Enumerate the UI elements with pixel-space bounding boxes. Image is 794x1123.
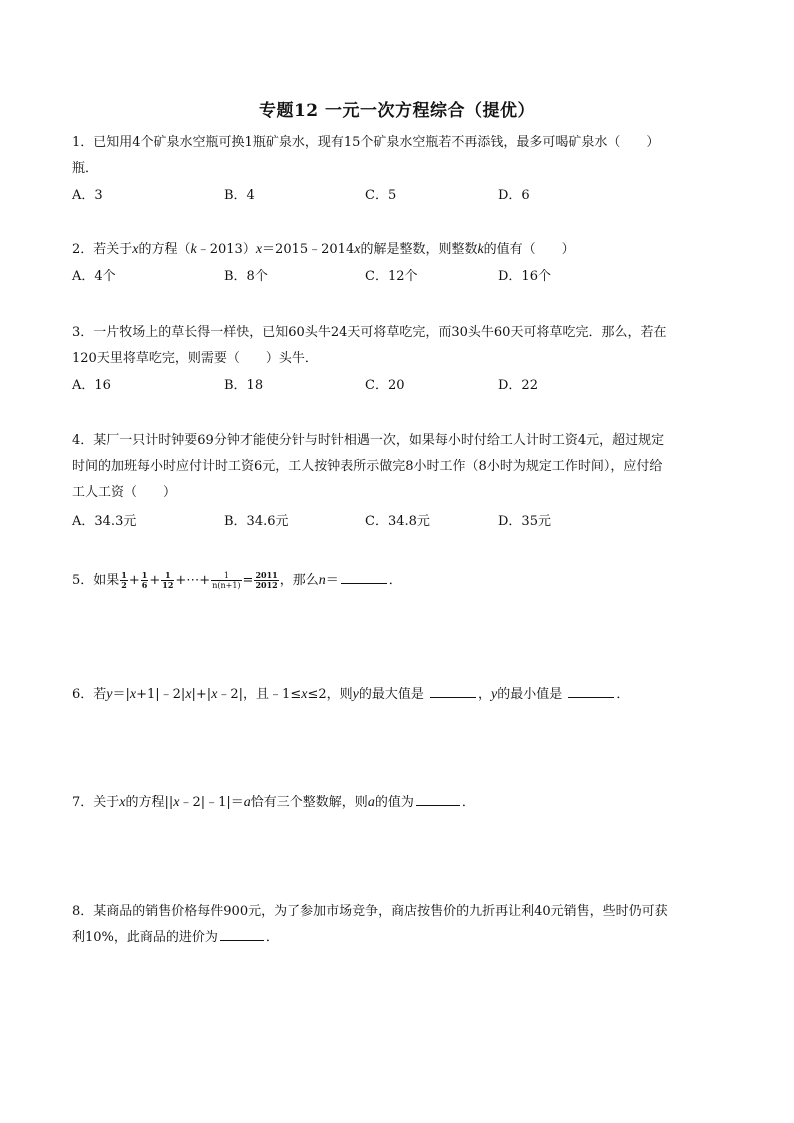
text: 恰有三个整数解，则 bbox=[250, 795, 368, 810]
option-d: D．35元 bbox=[498, 514, 551, 529]
question-4-options bbox=[72, 509, 722, 535]
question-4-line-2: 时间的加班每小时应付计时工资6元，工人按钟表所示做完8小时工作（8小时为规定工作时间），应付给 bbox=[72, 459, 663, 474]
text: 的值为 bbox=[374, 795, 414, 810]
variable-n: n bbox=[318, 573, 326, 588]
plus-sign: + bbox=[128, 573, 140, 588]
text: ＝| bbox=[112, 687, 130, 702]
text: 的值有（ ） bbox=[483, 242, 575, 257]
option-a: A．4个 bbox=[72, 269, 116, 284]
text: ≤2，则 bbox=[307, 687, 353, 702]
question-8 bbox=[72, 899, 722, 951]
question-8-line-2 bbox=[72, 925, 722, 951]
question-5 bbox=[72, 568, 722, 594]
variable-x: x bbox=[119, 795, 126, 810]
fraction bbox=[211, 571, 241, 590]
question-1-line-2: 瓶． bbox=[72, 161, 99, 176]
question-6 bbox=[72, 682, 722, 708]
variable-x: x bbox=[185, 687, 192, 702]
variable-k: k bbox=[190, 242, 197, 257]
text: +1|﹣2| bbox=[136, 687, 186, 702]
text: 的解是整数，则整数 bbox=[360, 242, 478, 257]
variable-x: x bbox=[173, 795, 180, 810]
ellipsis: +⋯+ bbox=[175, 573, 211, 588]
option-c: C．20 bbox=[365, 378, 405, 393]
variable-x: x bbox=[132, 242, 139, 257]
question-5-line-1 bbox=[72, 568, 722, 594]
option-a: A．16 bbox=[72, 378, 111, 393]
equals-sign: ＝ bbox=[325, 573, 339, 588]
fraction-numerator: 1 bbox=[141, 570, 148, 580]
question-3-line-1: 3．一片牧场上的草长得一样快，已知60头牛24天可将草吃完，而30头牛60天可将草吃完．那么，若在 bbox=[72, 325, 667, 340]
text: 利10%，此商品的进价为 bbox=[72, 930, 218, 945]
answer-blank[interactable] bbox=[220, 928, 264, 941]
variable-y: y bbox=[106, 687, 113, 702]
fraction-numerator: 1 bbox=[121, 570, 127, 580]
variable-x: x bbox=[211, 687, 218, 702]
question-7-line-1 bbox=[72, 790, 722, 816]
text: ＝2015﹣2014 bbox=[262, 242, 355, 257]
text: ． bbox=[461, 795, 475, 810]
option-b: B．4 bbox=[224, 188, 255, 203]
text: ﹣2|﹣1|＝ bbox=[179, 795, 244, 810]
text: 的最大值是 bbox=[358, 687, 424, 702]
question-3 bbox=[72, 320, 722, 372]
text: ． bbox=[616, 687, 630, 702]
option-b: B．18 bbox=[224, 378, 264, 393]
plus-sign: + bbox=[149, 573, 161, 588]
answer-blank-min[interactable] bbox=[568, 685, 614, 698]
question-2-options bbox=[72, 264, 722, 290]
question-1 bbox=[72, 130, 722, 182]
question-4 bbox=[72, 428, 722, 506]
text: ﹣2013） bbox=[196, 242, 256, 257]
variable-x: x bbox=[301, 687, 308, 702]
text: 2．若关于 bbox=[72, 242, 133, 257]
text: |+| bbox=[191, 687, 212, 702]
variable-y: y bbox=[352, 687, 359, 702]
fraction-denominator: 6 bbox=[141, 580, 148, 590]
option-d: D．16个 bbox=[498, 269, 551, 284]
question-4-line-1: 4．某厂一只计时钟要69分钟才能使分针与时针相遇一次，如果每小时付给工人计时工资4元，超过规定 bbox=[72, 433, 665, 448]
question-7 bbox=[72, 790, 722, 816]
text: 的方程（ bbox=[138, 242, 191, 257]
option-a: A．34.3元 bbox=[72, 514, 137, 529]
option-c: C．12个 bbox=[365, 269, 418, 284]
variable-y: y bbox=[491, 687, 498, 702]
text: 5．如果 bbox=[72, 573, 120, 588]
option-d: D．6 bbox=[498, 188, 530, 203]
answer-blank[interactable] bbox=[341, 571, 387, 584]
option-a: A．3 bbox=[72, 188, 103, 203]
fraction bbox=[120, 571, 128, 590]
text: 的最小值是 bbox=[497, 687, 563, 702]
variable-a: a bbox=[367, 795, 375, 810]
text: 的方程|| bbox=[125, 795, 174, 810]
question-1-line-1: 1．已知用4个矿泉水空瓶可换1瓶矿泉水，现有15个矿泉水空瓶若不再添钱，最多可喝矿泉水（ ） bbox=[72, 135, 660, 150]
text: ﹣2|，且﹣1≤ bbox=[217, 687, 302, 702]
text: 6．若 bbox=[72, 687, 107, 702]
option-d: D．22 bbox=[498, 378, 538, 393]
question-1-options bbox=[72, 183, 722, 209]
variable-a: a bbox=[243, 795, 251, 810]
fraction-numerator: 1 bbox=[161, 571, 174, 581]
fraction-numerator: 2011 bbox=[255, 570, 278, 580]
option-b: B．8个 bbox=[224, 269, 268, 284]
fraction bbox=[254, 571, 278, 590]
option-b: B．34.6元 bbox=[224, 514, 289, 529]
text: ． bbox=[388, 573, 402, 588]
question-2 bbox=[72, 237, 722, 263]
text: 7．关于 bbox=[72, 795, 120, 810]
question-4-line-3: 工人工资（ ） bbox=[72, 485, 177, 500]
variable-x: x bbox=[255, 242, 263, 257]
question-3-options bbox=[72, 373, 722, 399]
question-8-line-1: 8．某商品的销售价格每件900元，为了参加市场竞争，商店按售价的九折再让利40元销售，些时仍可获 bbox=[72, 904, 668, 919]
variable-k: k bbox=[477, 242, 484, 257]
fraction-denominator: 2012 bbox=[255, 580, 278, 590]
fraction-denominator: 2 bbox=[121, 580, 127, 590]
question-3-line-2: 120天里将草吃完，则需要（ ）头牛． bbox=[72, 351, 318, 366]
page-title: 专题12 一元一次方程综合（提优） bbox=[258, 101, 536, 121]
fraction bbox=[161, 571, 174, 590]
fraction bbox=[141, 571, 149, 590]
fraction-numerator: 1 bbox=[211, 571, 241, 581]
option-c: C．34.8元 bbox=[365, 514, 430, 529]
variable-x: x bbox=[129, 687, 137, 702]
fraction-denominator: n(n+1) bbox=[212, 581, 241, 590]
question-2-line-1 bbox=[72, 237, 722, 263]
text: ， bbox=[478, 687, 492, 702]
question-6-line-1 bbox=[72, 682, 722, 708]
equals-sign: = bbox=[242, 573, 254, 588]
text: ． bbox=[265, 930, 279, 945]
fraction-denominator: 12 bbox=[162, 580, 174, 590]
answer-blank[interactable] bbox=[416, 793, 460, 806]
text: ，那么 bbox=[279, 573, 319, 588]
answer-blank-max[interactable] bbox=[430, 685, 476, 698]
option-c: C．5 bbox=[365, 188, 397, 203]
variable-x: x bbox=[354, 242, 361, 257]
